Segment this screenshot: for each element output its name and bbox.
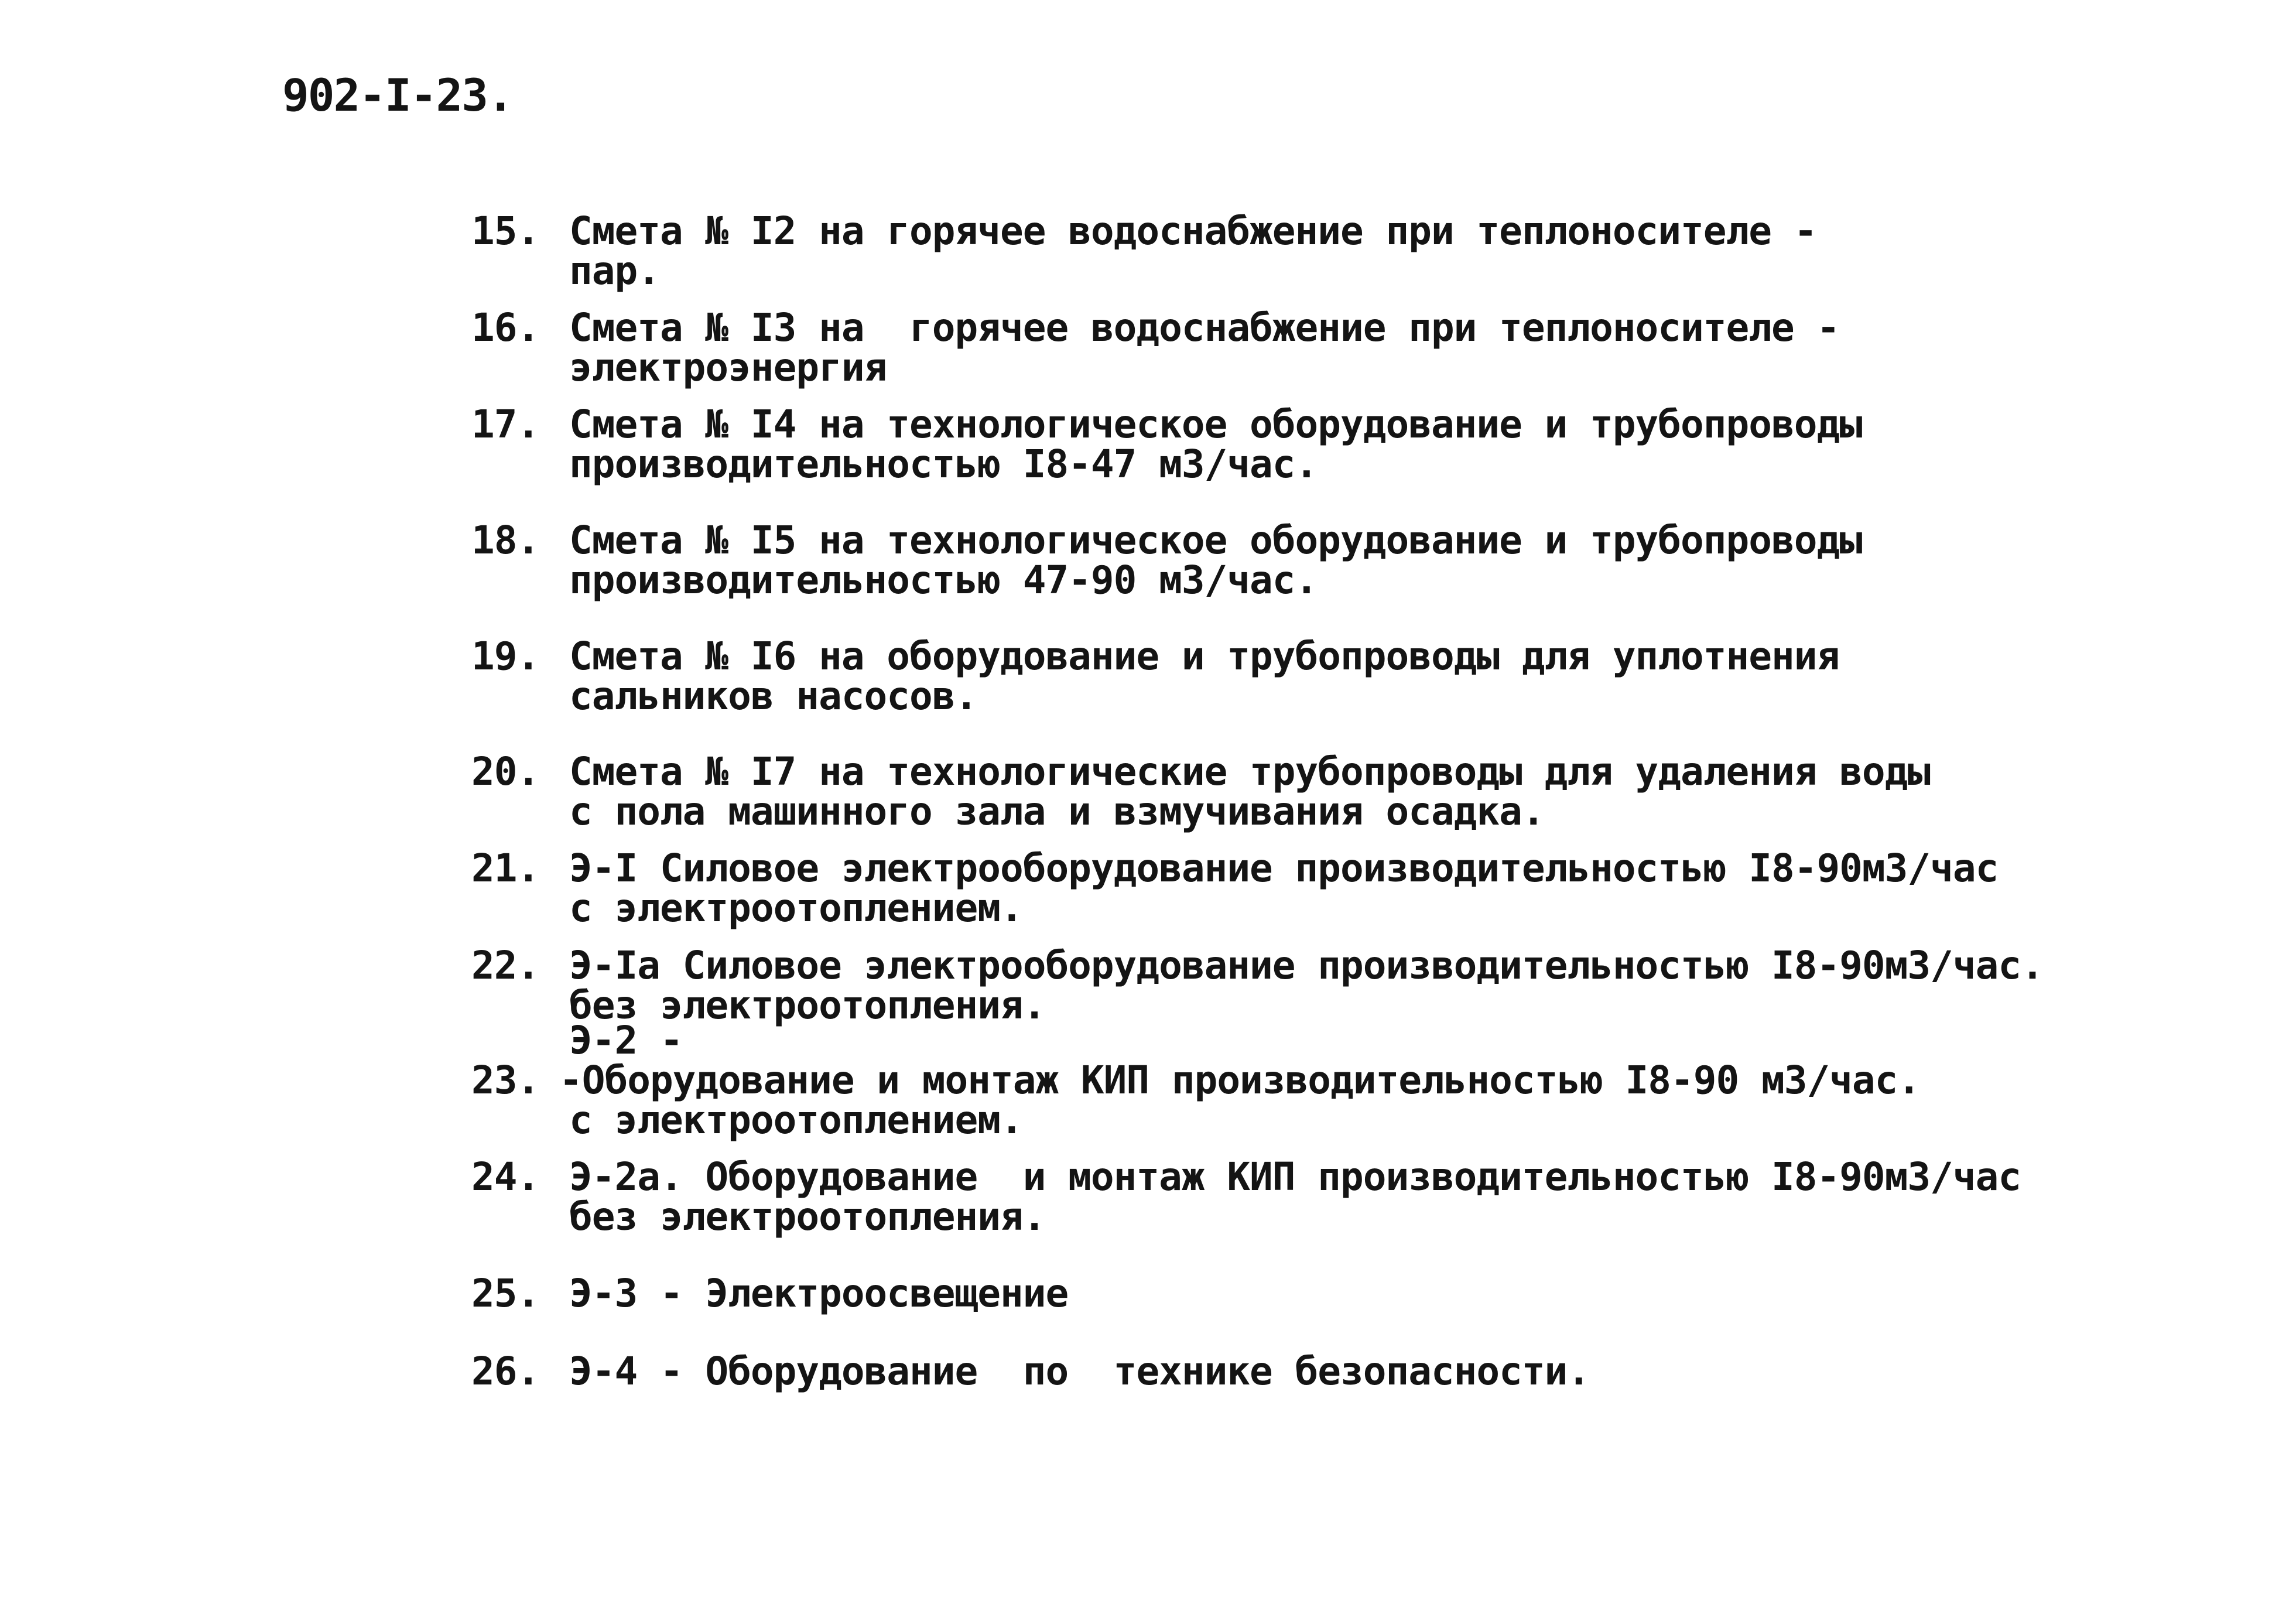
item-text-line: Э-2а. Оборудование и монтаж КИП производительностью I8-90м3/час <box>569 1154 2021 1199</box>
item-number: 16. <box>471 305 540 350</box>
item-number: 18. <box>471 518 540 563</box>
item-number: 24. <box>471 1154 540 1199</box>
item-text-line: Э-4 - Оборудование по технике безопасности. <box>569 1349 1590 1394</box>
item-text-line: Смета № I6 на оборудование и трубопроводы для уплотнения <box>569 634 1840 679</box>
item-number: 22. <box>471 943 540 988</box>
item-number: 23. <box>471 1058 540 1103</box>
item-number: 25. <box>471 1271 540 1316</box>
item-text-line: Смета № I7 на технологические трубопроводы для удаления воды <box>569 749 1931 794</box>
item-text-line: Смета № I4 на технологическое оборудование и трубопроводы <box>569 402 1862 447</box>
item-text-line: Э-Iа Силовое электрооборудование производительностью I8-90м3/час. <box>569 943 2044 988</box>
item-text-line: Смета № I5 на технологическое оборудование и трубопроводы <box>569 518 1862 563</box>
document-code: 902-I-23. <box>282 69 513 121</box>
item-text-line: Смета № I2 на горячее водоснабжение при теплоносителе - <box>569 208 1817 254</box>
item-text-line: без электроотопления. <box>569 1194 1046 1239</box>
item-text-line: с пола машинного зала и взмучивания осадка. <box>569 789 1545 834</box>
item-number: 17. <box>471 402 540 447</box>
item-number: 20. <box>471 749 540 794</box>
item-text-line: электроэнергия <box>569 345 887 390</box>
item-text-line: пар. <box>569 248 660 293</box>
item-prefix-line: Э-2 - <box>569 1018 683 1063</box>
item-number: 26. <box>471 1349 540 1394</box>
item-text-line: производительностью I8-47 м3/час. <box>569 442 1318 487</box>
item-text-line: Э-I Силовое электрооборудование производительностью I8-90м3/час <box>569 846 1999 891</box>
item-number: 19. <box>471 634 540 679</box>
item-text-line: Э-3 - Электроосвещение <box>569 1271 1069 1316</box>
item-text-line: сальников насосов. <box>569 673 978 719</box>
item-number: 15. <box>471 208 540 254</box>
item-text-line: Смета № I3 на горячее водоснабжение при теплоносителе - <box>569 305 1840 350</box>
item-text-line: -Оборудование и монтаж КИП производительностью I8-90 м3/час. <box>559 1058 1921 1103</box>
item-text-line: с электроотоплением. <box>569 885 1023 931</box>
item-text-line: с электроотоплением. <box>569 1097 1023 1143</box>
item-text-line: производительностью 47-90 м3/час. <box>569 558 1318 603</box>
item-text-line: без электроотопления. <box>569 983 1046 1028</box>
item-number: 21. <box>471 846 540 891</box>
